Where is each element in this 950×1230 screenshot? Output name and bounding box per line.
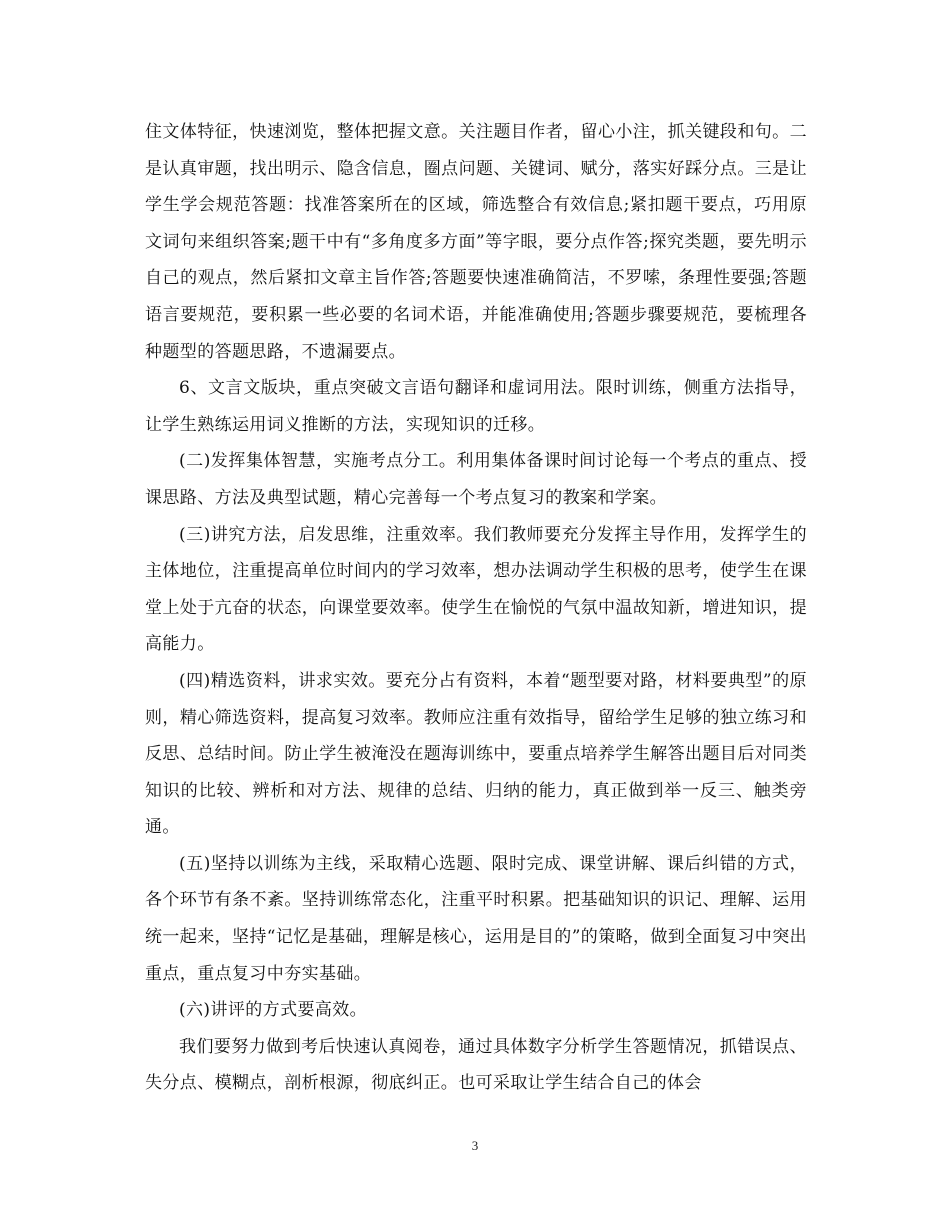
- document-body: [145, 114, 807, 1102]
- paragraph-evaluation: 我们要努力做到考后快速认真阅卷，通过具体数字分析学生答题情况，抓错误点、失分点、模糊点，剖析根源，彻底纠正。也可采取让学生结合自己的体会: [145, 1036, 807, 1094]
- paragraph-section-4: (四)精选资料，讲求实效。要充分占有资料，本着“题型要对路，材料要典型”的原则，精心筛选资料，提高复习效率。教师应注重有效指导，留给学生足够的独立练习和反思、总结时间。防止学生被淹没在题海训练中，要重点培养学生解答出题目后对同类知识的比较、辨析和对方法、规律的总结、归纳的能力，真正做到举一反三、触类旁通。: [145, 670, 807, 838]
- paragraph-section-2: (二)发挥集体智慧，实施考点分工。利用集体备课时间讨论每一个考点的重点、授课思路、方法及典型试题，精心完善每一个考点复习的教案和学案。: [145, 451, 807, 508]
- paragraph-section-5: (五)坚持以训练为主线，采取精心选题、限时完成、课堂讲解、课后纠错的方式，各个环节有条不紊。坚持训练常态化，注重平时积累。把基础知识的识记、理解、运用统一起来，坚持“记忆是基础，理解是核心，运用是目的”的策略，做到全面复习中突出重点，重点复习中夯实基础。: [145, 853, 807, 984]
- paragraph-continued: 住文体特征，快速浏览，整体把握文意。关注题目作者，留心小注，抓关键段和句。二是认真审题，找出明示、隐含信息，圈点问题、关键词、赋分，落实好踩分点。三是让学生学会规范答题：找准答案所在的区域，筛选整合有效信息;紧扣题干要点，巧用原文词句来组织答案;题干中有“多角度多方面”等字眼，要分点作答;探究类题，要先明示自己的观点，然后紧扣文章主旨作答;答题要快速准确简洁，不罗嗦，条理性要强;答题语言要规范，要积累一些必要的名词术语，并能准确使用;答题步骤要规范，要梳理各种题型的答题思路，不遗漏要点。: [145, 122, 807, 362]
- paragraph-classical-chinese: 6、文言文版块，重点突破文言语句翻译和虚词用法。限时训练，侧重方法指导，让学生熟练运用词义推断的方法，实现知识的迁移。: [145, 378, 807, 435]
- page-number: 3: [471, 1138, 479, 1153]
- paragraph-section-3: (三)讲究方法，启发思维，注重效率。我们教师要充分发挥主导作用，发挥学生的主体地位，注重提高单位时间内的学习效率，想办法调动学生积极的思考，使学生在课堂上处于亢奋的状态，向课堂要效率。使学生在愉悦的气氛中温故知新，增进知识，提高能力。: [145, 524, 807, 655]
- paragraph-section-6: (六)讲评的方式要高效。: [179, 1000, 368, 1021]
